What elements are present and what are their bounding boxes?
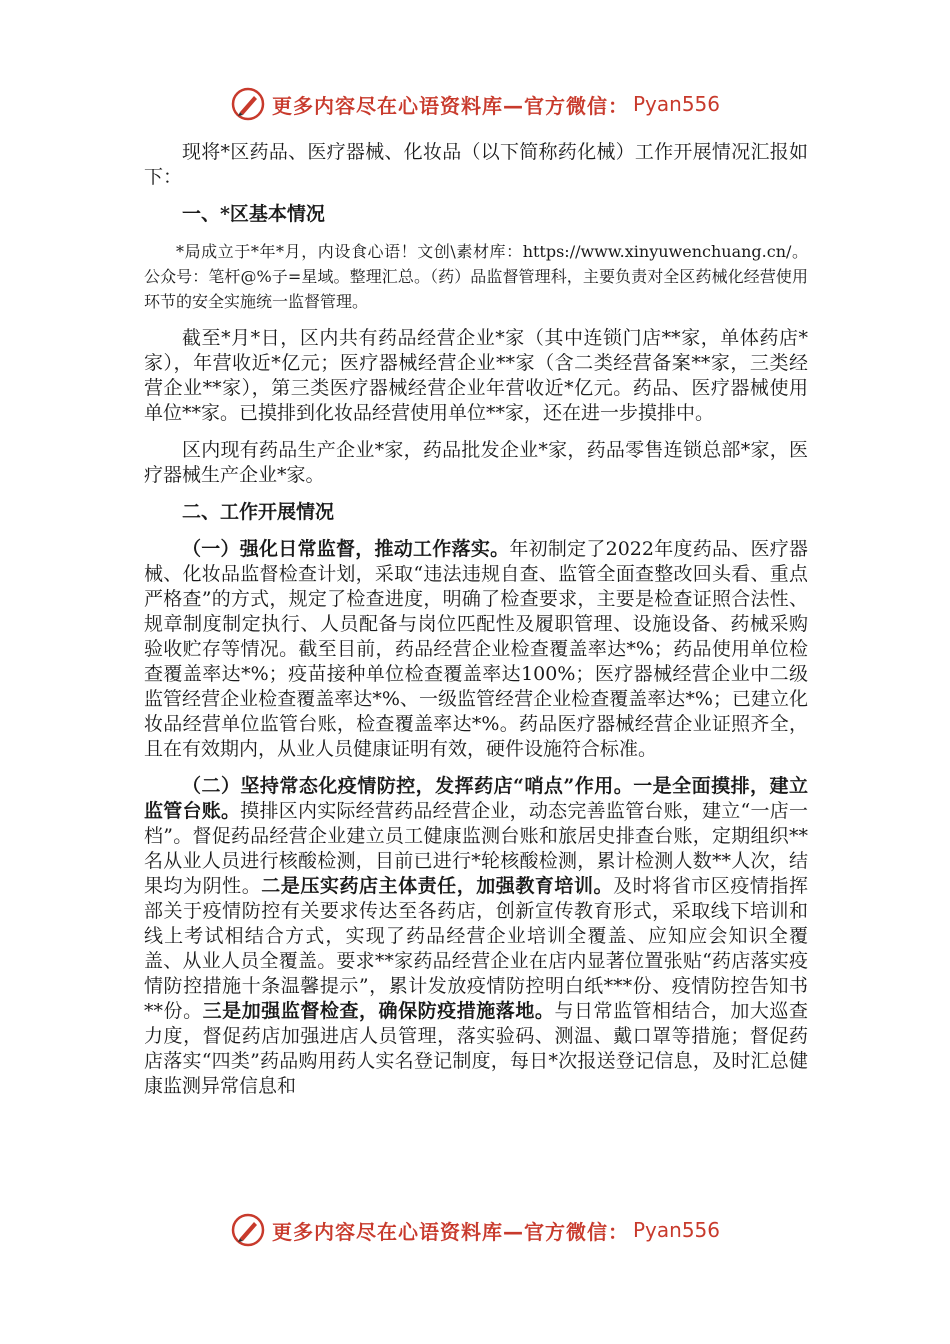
section-heading-1: 一、*区基本情况 [182,203,325,225]
document-body [144,140,808,1111]
footer-banner [0,1210,950,1250]
basic-info-paragraph-2: 截至*月*日，区内共有药品经营企业*家（其中连锁门店**家，单体药店*家），年营收近*亿元；医疗器械经营企业**家（含二类经营备案**家，三类经营企业**家），第三类医疗器械经营企业年营收近*亿元。药品、医疗器械使用单位**家。已摸排到化妆品经营使用单位**家，还在进一步摸排中。 [144,327,808,424]
banner-wechat-id: Pyan556 [632,1218,720,1242]
pen-logo-icon [230,86,266,122]
work-paragraph-2-part-c: 与日常监管相结合，加大巡查力度，督促药店加强进店人员管理，落实验码、测温、戴口罩等措施；督促药店落实“四类”药品购用药人实名登记制度，每日*次报送登记信息，及时汇总健康监测异常信息和 [144,1000,808,1097]
banner-wechat-id: Pyan556 [632,92,720,116]
work-paragraph-2 [144,774,808,1099]
work-paragraph-2-part-a: 摸排区内实际经营药品经营企业，动态完善监管台账，建立“一店一档”。督促药品经营企业建立员工健康监测台账和旅居史排查台账，定期组织**名从业人员进行核酸检测，目前已进行*轮核酸检测，累计检测人数**人次，结果均为阴性。 [144,800,808,897]
section-heading-2: 二、工作开展情况 [182,501,335,523]
work-paragraph-1-body: 年初制定了2022年度药品、医疗器械、化妆品监督检查计划，采取“违法违规自查、监管全面查整改回头看、重点严格查”的方式，规定了检查进度，明确了检查要求，主要是检查证照合法性、规章制度制定执行、人员配备与岗位匹配性及履职管理、设施设备、药械采购验收贮存等情况。截至目前，药品经营企业检查覆盖率达*%；药品使用单位检查覆盖率达*%；疫苗接种单位检查覆盖率达100%；医疗器械经营企业中二级监管经营企业检查覆盖率达*%、一级监管经营企业检查覆盖率达*%；已建立化妆品经营单位监管台账，检查覆盖率达*%。药品医疗器械经营企业证照齐全，且在有效期内，从业人员健康证明有效，硬件设施符合标准。 [144,538,808,760]
header-banner [0,84,950,124]
intro-paragraph: 现将*区药品、医疗器械、化妆品（以下简称药化械）工作开展情况汇报如下： [144,141,808,188]
work-paragraph-1 [144,537,808,762]
work-paragraph-2-part-b: 及时将省市区疫情指挥部关于疫情防控有关要求传达至各药店，创新宣传教育形式，采取线下培训和线上考试相结合方式，实现了药品经营企业培训全覆盖、应知应会知识全覆盖、从业人员全覆盖。要求**家药品经营企业在店内显著位置张贴“药店落实疫情防控措施十条温馨提示”，累计发放疫情防控明白纸***份、疫情防控告知书**份。 [144,875,808,1022]
banner-text: 更多内容尽在心语资料库—官方微信： [271,1219,629,1244]
pen-logo-icon [230,1212,266,1248]
basic-info-paragraph-1: *局成立于*年*月，内设食心语！文创\素材库：https://www.xinyuwenchuang.cn/。公众号：笔杆@%子=星域。整理汇总。（药）品监督管理科，主要负责对全区药械化经营使用环节的安全实施统一监督管理。 [144,242,808,311]
work-paragraph-1-lead: （一）强化日常监督，推动工作落实。 [182,538,510,560]
work-paragraph-2-lead-b: 二是压实药店主体责任，加强教育培训。 [261,875,614,897]
basic-info-paragraph-3: 区内现有药品生产企业*家，药品批发企业*家，药品零售连锁总部*家，医疗器械生产企业*家。 [144,439,808,486]
work-paragraph-2-lead: （二）坚持常态化疫情防控，发挥药店“哨点”作用。一是全面摸排，建立监管台账。 [144,775,808,822]
work-paragraph-2-lead-c: 三是加强监督检查，确保防疫措施落地。 [202,1000,555,1022]
banner-text: 更多内容尽在心语资料库—官方微信： [271,93,629,118]
